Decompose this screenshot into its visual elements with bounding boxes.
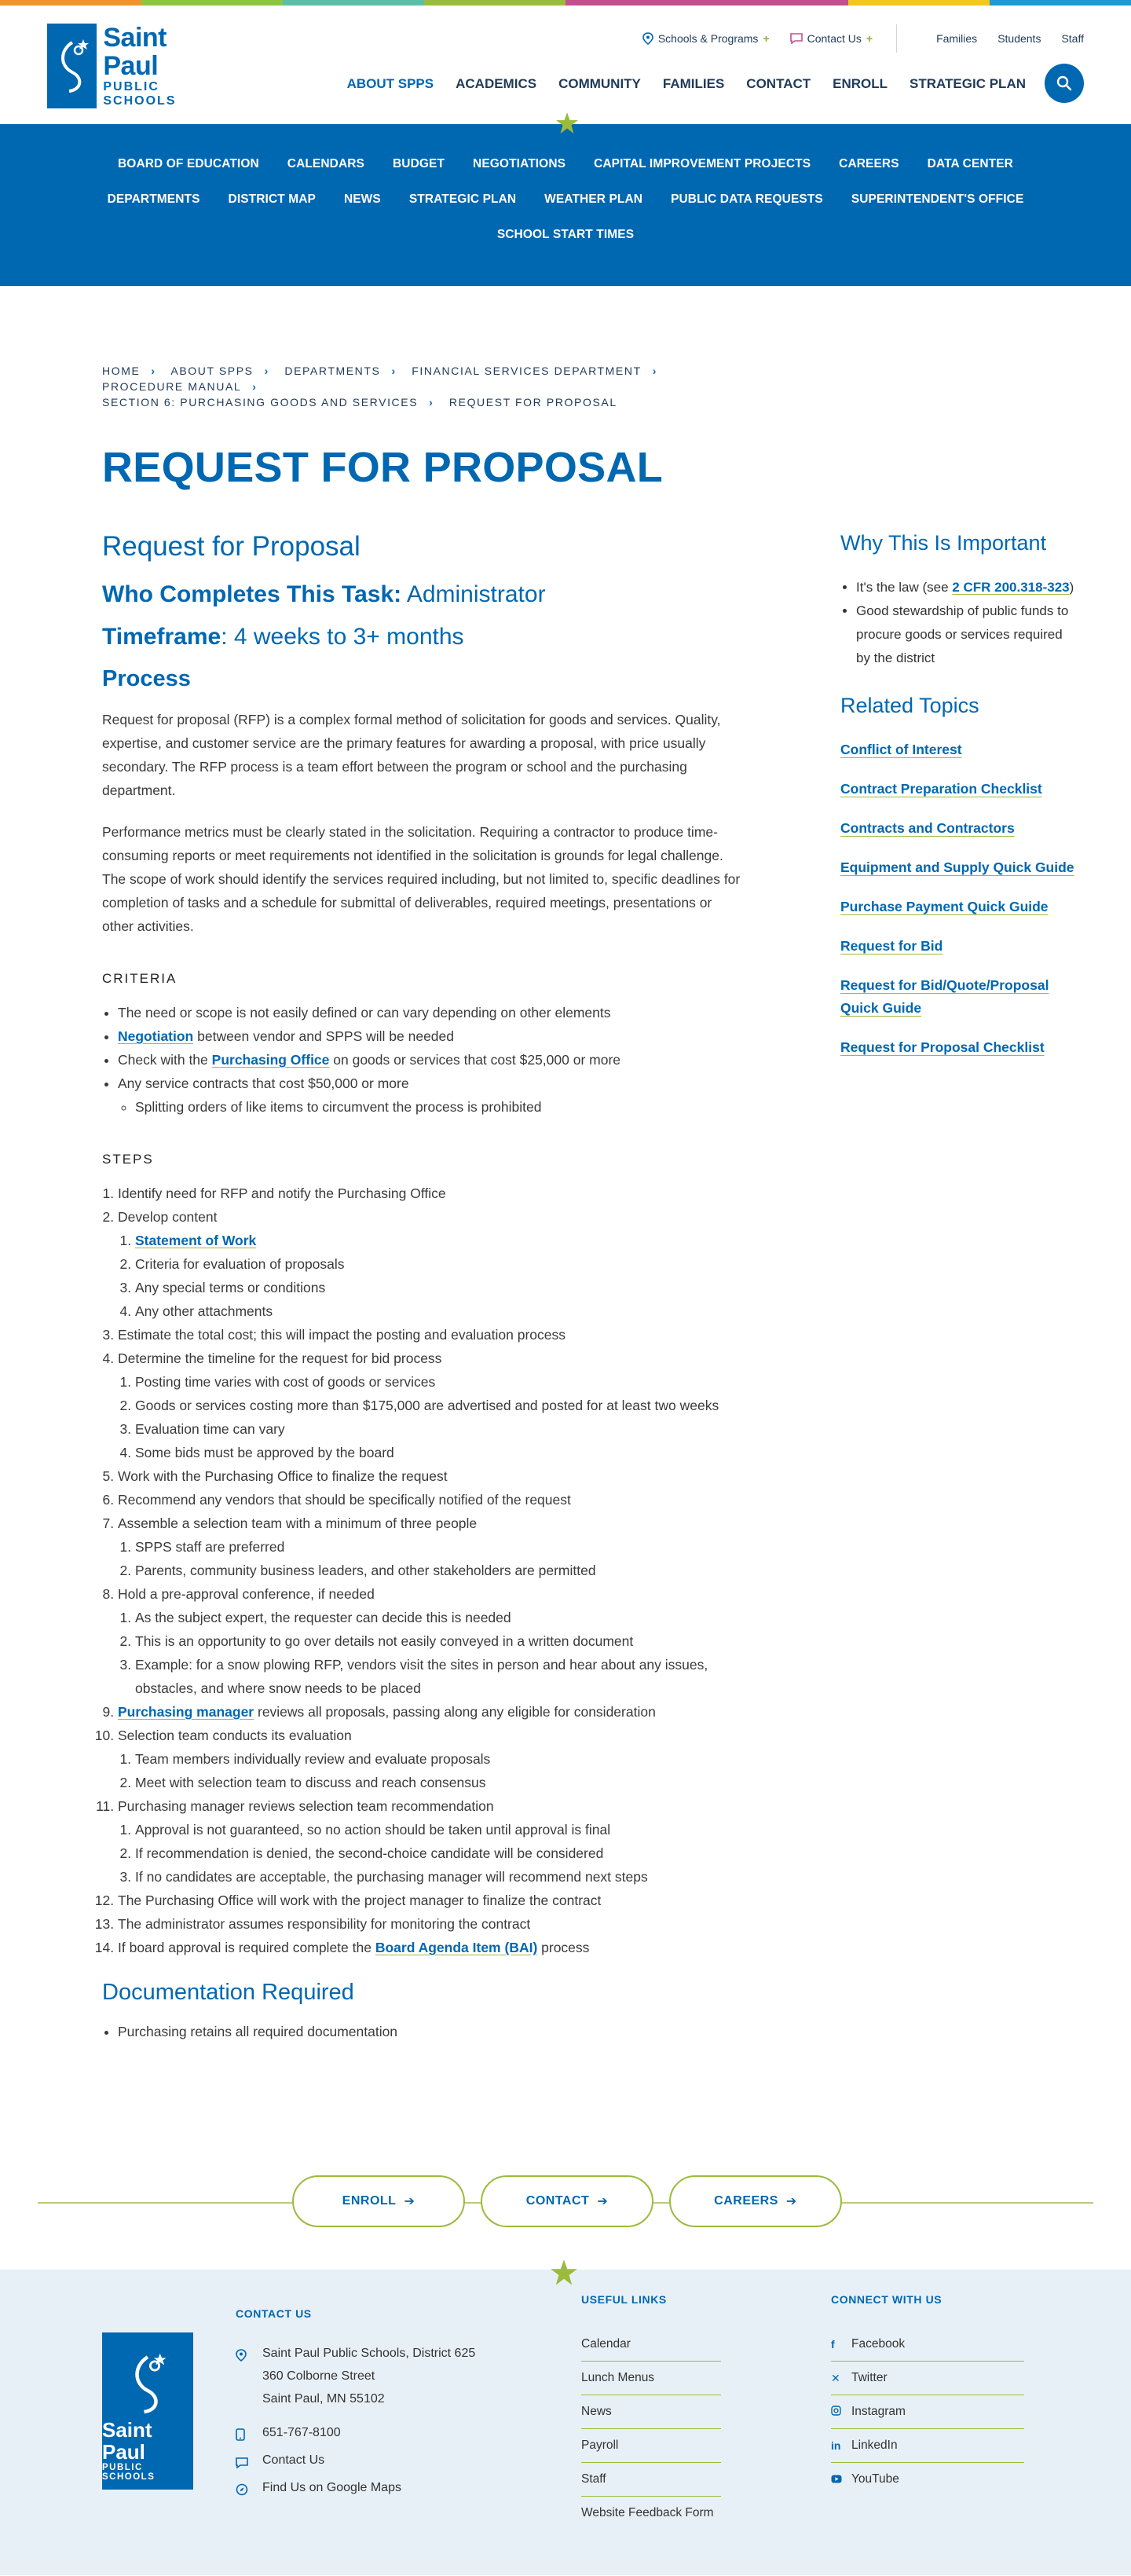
students-link[interactable]: Students [997,32,1041,45]
list-item: • Good stewardship of public funds to procure goods or services required by the district [856,599,1076,670]
main-content [102,531,746,2043]
related-bid-quote-proposal[interactable]: Request for Bid/Quote/Proposal Quick Guide [840,977,1049,1016]
list-item: 4. Some bids must be approved by the board [135,1441,746,1464]
contact-label: CONTACT [525,2194,590,2208]
list-item: 2. Goods or services costing more than $175,000 are advertised and posted for at least two weeks [135,1394,746,1417]
phone-icon [236,2421,262,2449]
list-item: 6. Recommend any vendors that should be specifically notified of the request [118,1488,746,1512]
chevron-right-icon: › [652,365,658,377]
logo-line1: Saint Paul [103,23,167,81]
divider [896,24,897,53]
submenu-budget[interactable]: BUDGET [393,157,445,170]
list-item [118,1347,746,1464]
submenu-data-center[interactable]: DATA CENTER [927,157,1013,170]
schools-programs-label: Schools & Programs [657,32,759,45]
instagram-label: Instagram [851,2405,906,2418]
families-link[interactable]: Families [936,32,978,45]
compass-icon [236,2476,262,2504]
list-item-text: Purchasing manager reviews selection team recommendation [118,1798,494,1814]
submenu-public-data-requests[interactable]: PUBLIC DATA REQUESTS [671,192,823,206]
utility-nav [622,24,1084,53]
linkedin-icon: in [831,2439,841,2452]
process-heading: Process [102,666,191,691]
arrow-right-icon: ➔ [404,2195,415,2208]
list-item-text: process [537,1940,590,1955]
list-item [118,1794,746,1889]
footer-logo-line2: PUBLIC SCHOOLS [102,2463,156,2482]
nav-strategic-plan[interactable]: STRATEGIC PLAN [910,76,1026,91]
board-agenda-item-link[interactable]: Board Agenda Item (BAI) [375,1940,538,1955]
list-item [118,1936,746,1959]
statement-of-work-link[interactable]: Statement of Work [135,1233,257,1248]
list-item: 2. Meet with selection team to discuss and reach consensus [135,1771,746,1794]
list-item [118,1205,746,1323]
submenu-row [0,192,1131,207]
submenu-departments[interactable]: DEPARTMENTS [107,192,200,206]
list-item: 1. SPPS staff are preferred [135,1535,746,1559]
list-item: 2. If recommendation is denied, the second-choice candidate will be considered [135,1841,746,1865]
list-item-text: ) [1069,580,1074,595]
chevron-right-icon: › [264,365,269,377]
list-item: 1. As the subject expert, the requester can decide this is needed [135,1606,746,1629]
footer-contact [236,2307,475,2504]
list-item: 3. If no candidates are acceptable, the purchasing manager will recommend next steps [135,1865,746,1889]
footer-link-news[interactable]: News [581,2395,721,2429]
list-item: 1. Team members individually review and evaluate proposals [135,1747,746,1771]
site-header [0,5,1131,124]
star-icon [555,112,579,135]
list-item-text: Assemble a selection team with a minimum of three people [118,1515,478,1531]
list-item: 5. Work with the Purchasing Office to finalize the request [118,1464,746,1488]
list-item-text: Check with the [118,1052,212,1068]
google-maps-label: Find Us on Google Maps [262,2481,401,2494]
stripe-segment [424,0,566,5]
chevron-right-icon: › [252,380,258,393]
breadcrumb-current: REQUEST FOR PROPOSAL [448,396,617,409]
who-label: Who Completes This Task: [102,581,402,607]
stripe-segment [283,0,424,5]
plus-icon: + [866,32,873,45]
connect-heading: CONNECT WITH US [831,2293,942,2306]
list-item [118,1048,746,1072]
site-logo[interactable] [47,22,221,110]
enroll-label: ENROLL [342,2194,397,2208]
list-item-text: Hold a pre-approval conference, if needed [118,1586,375,1602]
arrow-right-icon: ➔ [785,2195,797,2208]
list-item: 1. Identify need for RFP and notify the Purchasing Office [118,1182,746,1205]
logo-mark-icon [124,2348,171,2419]
list-item-text: Any service contracts that cost $50,000 or more [118,1075,409,1091]
list-item-text: on goods or services that cost $25,000 or more [329,1052,621,1068]
list-item: 1. Posting time varies with cost of goods or services [135,1370,746,1394]
facebook-label: Facebook [851,2337,906,2351]
sidebar [840,531,1076,2043]
list-item: 12. The Purchasing Office will work with the project manager to finalize the contract [118,1889,746,1912]
footer-link-staff[interactable]: Staff [581,2463,721,2497]
breadcrumb-procedure-manual[interactable]: PROCEDURE MANUAL [102,380,242,393]
related-conflict-of-interest[interactable]: Conflict of Interest [840,742,962,757]
list-item [118,1072,746,1119]
map-pin-icon [642,32,653,45]
useful-links-heading: USEFUL LINKS [581,2293,667,2306]
breadcrumb-home[interactable]: HOME [102,365,141,377]
footer-useful-links [581,2293,721,2530]
list-item: 13. The administrator assumes responsibility for monitoring the contract [118,1912,746,1936]
nav-about-spps[interactable]: ABOUT SPPS [346,76,434,91]
list-item: ◦ Splitting orders of like items to circumvent the process is prohibited [135,1095,746,1119]
logo-mark-icon [47,24,97,108]
purchasing-office-link[interactable]: Purchasing Office [211,1052,330,1068]
list-item [118,1700,746,1724]
list-item: • The need or scope is not easily defined or can vary depending on other elements [118,1001,746,1024]
breadcrumb-financial-services[interactable]: FINANCIAL SERVICES DEPARTMENT [412,365,642,377]
address [236,2342,475,2410]
footer-link-calendar[interactable]: Calendar [581,2328,721,2362]
timeframe [102,624,746,650]
breadcrumb-departments[interactable]: DEPARTMENTS [284,365,381,377]
list-item: • Purchasing retains all required documentation [118,2020,746,2043]
phone-number: 651-767-8100 [262,2426,341,2439]
footer-link-lunch-menus[interactable]: Lunch Menus [581,2362,721,2395]
contact-button[interactable] [481,2175,653,2227]
linkedin-link[interactable] [831,2429,1024,2463]
list-item: 3. Example: for a snow plowing RFP, vendors visit the sites in person and hear about any issues, obstacles, and where snow needs to be placed [135,1653,746,1700]
address-line: Saint Paul, MN 55102 [262,2392,385,2406]
criteria-list [102,1001,746,1119]
stripe-segment [566,0,707,5]
submenu-capital-improvement[interactable]: CAPITAL IMPROVEMENT PROJECTS [594,157,811,170]
criteria-heading: CRITERIA [102,971,178,986]
submenu-weather-plan[interactable]: WEATHER PLAN [544,192,643,206]
careers-button[interactable] [669,2175,842,2227]
nav-community[interactable]: COMMUNITY [558,76,641,91]
contact-us-label: Contact Us [807,32,862,45]
related-topics [840,738,1076,1059]
instagram-icon [831,2406,851,2418]
related-heading: Related Topics [840,694,979,717]
search-button[interactable] [1045,64,1084,103]
submenu-strategic-plan[interactable]: STRATEGIC PLAN [408,192,517,206]
steps-list [102,1182,746,1959]
steps-heading: STEPS [102,1152,154,1167]
phone-link[interactable] [236,2421,475,2449]
footer-link-feedback[interactable]: Website Feedback Form [581,2506,714,2519]
page-title: REQUEST FOR PROPOSAL [102,444,664,491]
submenu-district-map[interactable]: DISTRICT MAP [228,192,316,206]
negotiation-link[interactable]: Negotiation [118,1028,194,1044]
enroll-button[interactable] [292,2175,465,2227]
submenu-school-start-times[interactable]: SCHOOL START TIMES [496,228,635,241]
nav-families[interactable]: FAMILIES [662,76,725,91]
process-paragraph: Request for proposal (RFP) is a complex formal method of solicitation for goods and services. Quality, expertise, and customer service are the primary features for awarding a proposal, with price usually secondary. The RFP process is a team effort between the program or school and the purchasing department. [102,712,721,798]
nav-contact[interactable]: CONTACT [746,76,811,91]
submenu-superintendents-office[interactable]: SUPERINTENDENT'S OFFICE [851,192,1024,206]
youtube-link[interactable] [831,2463,1024,2496]
site-footer [0,2270,1131,2575]
stripe-segment [707,0,848,5]
list-item [118,1724,746,1794]
chevron-right-icon: › [429,396,434,409]
footer-contact-link[interactable] [236,2449,475,2476]
main-nav [325,76,1026,92]
twitter-label: Twitter [851,2371,888,2384]
list-item [135,1229,746,1252]
contact-heading: CONTACT US [236,2307,312,2320]
search-icon [1056,75,1072,91]
related-equipment-supply[interactable]: Equipment and Supply Quick Guide [840,859,1074,875]
breadcrumb [0,286,895,410]
list-item-text: Develop content [118,1209,218,1225]
contact-us-link[interactable] [790,32,873,45]
youtube-label: YouTube [851,2472,899,2486]
twitter-link[interactable] [831,2362,1024,2395]
footer-link-payroll[interactable]: Payroll [581,2429,721,2463]
list-item: 2. This is an opportunity to go over details not easily conveyed in a written document [135,1629,746,1653]
logo-line2: PUBLIC SCHOOLS [103,80,177,108]
timeframe-value: : 4 weeks to 3+ months [221,624,464,650]
footer-social [831,2293,1024,2496]
map-pin-icon [236,2342,262,2410]
list-item: 3. Any special terms or conditions [135,1276,746,1299]
list-item: 2. Criteria for evaluation of proposals [135,1252,746,1276]
section-heading: Request for Proposal [102,531,361,562]
list-item: 3. Estimate the total cost; this will impact the posting and evaluation process [118,1323,746,1347]
list-item-text: between vendor and SPPS will be needed [193,1028,455,1044]
who-completes [102,581,746,608]
breadcrumb-about-spps[interactable]: ABOUT SPPS [170,365,254,377]
list-item [118,1512,746,1582]
star-icon [550,2259,578,2287]
careers-label: CAREERS [714,2194,778,2208]
schools-programs-link[interactable] [642,32,770,45]
address-line: 360 Colborne Street [262,2369,375,2383]
footer-logo[interactable] [102,2332,193,2490]
youtube-icon [831,2473,851,2486]
staff-link[interactable]: Staff [1061,32,1084,45]
address-line: Saint Paul Public Schools, District 625 [262,2347,476,2360]
facebook-link[interactable] [831,2328,1024,2362]
why-list [840,576,1076,670]
submenu-careers[interactable]: CAREERS [839,157,899,170]
submenu-row [0,228,1131,242]
footer-logo-line1: Saint Paul [102,2418,152,2464]
facebook-icon: f [831,2338,835,2351]
process-paragraph: Performance metrics must be clearly stated in the solicitation. Requiring a contractor to produce time-consuming reports or meet requirements not identified in the solicitation is grounds for legal challenge. The scope of work should identify the services required including, but not limited to, specific deadlines for completion of tasks and a schedule for submittal of deliverables, required meetings, presentations or other activities. [102,824,741,934]
submenu-board-of-education[interactable]: BOARD OF EDUCATION [118,157,259,170]
chevron-right-icon: › [391,365,397,377]
nav-academics[interactable]: ACADEMICS [456,76,537,91]
footer-contact-label: Contact Us [262,2453,325,2467]
arrow-right-icon: ➔ [597,2195,609,2208]
related-rfp-checklist[interactable]: Request for Proposal Checklist [840,1039,1045,1055]
list-item [118,1582,746,1700]
stripe-segment [141,0,283,5]
related-contracts-and-contractors[interactable]: Contracts and Contractors [840,820,1015,836]
submenu-calendars[interactable]: CALENDARS [287,157,364,170]
submenu-row [0,157,1131,171]
list-item: 4. Any other attachments [135,1299,746,1323]
list-item [118,1024,746,1048]
list-item-text: reviews all proposals, passing along any eligible for consideration [254,1704,656,1720]
instagram-link[interactable] [831,2395,1024,2429]
chat-bubble-icon [790,33,803,44]
content-area [0,531,1131,2043]
cta-bar [0,2175,1131,2230]
purchasing-manager-link[interactable]: Purchasing manager [118,1704,254,1720]
list-item [856,576,1076,599]
list-item-text: If board approval is required complete the [118,1940,375,1955]
google-maps-link[interactable] [236,2476,475,2504]
nav-enroll[interactable]: ENROLL [833,76,888,91]
plus-icon: + [763,32,770,45]
submenu-negotiations[interactable]: NEGOTIATIONS [473,157,566,170]
cfr-link[interactable]: 2 CFR 200.318-323 [952,580,1070,595]
stripe-segment [0,0,141,5]
related-purchase-payment[interactable]: Purchase Payment Quick Guide [840,899,1049,914]
list-item: 3. Evaluation time can vary [135,1417,746,1441]
documentation-heading: Documentation Required [102,1980,354,2005]
related-contract-preparation[interactable]: Contract Preparation Checklist [840,781,1042,797]
stripe-segment [990,0,1131,5]
list-item: 1. Approval is not guaranteed, so no action should be taken until approval is final [135,1818,746,1841]
chat-bubble-icon [236,2449,262,2476]
list-item-text: It's the law (see [856,580,953,595]
who-value: Administrator [401,581,546,607]
list-item: 2. Parents, community business leaders, and other stakeholders are permitted [135,1559,746,1582]
chevron-right-icon: › [151,365,156,377]
list-item-text: Selection team conducts its evaluation [118,1728,352,1743]
linkedin-label: LinkedIn [851,2439,898,2452]
timeframe-label: Timeframe [102,624,221,650]
related-request-for-bid[interactable]: Request for Bid [840,938,943,954]
why-heading: Why This Is Important [840,531,1047,555]
about-submenu [0,124,1131,286]
color-stripe [0,0,1131,5]
list-item-text: Determine the timeline for the request for bid process [118,1350,442,1366]
stripe-segment [848,0,990,5]
x-twitter-icon: ✕ [831,2371,840,2384]
documentation-list [102,2020,746,2043]
submenu-news[interactable]: NEWS [343,192,381,206]
breadcrumb-section-6[interactable]: SECTION 6: PURCHASING GOODS AND SERVICES [102,396,419,409]
